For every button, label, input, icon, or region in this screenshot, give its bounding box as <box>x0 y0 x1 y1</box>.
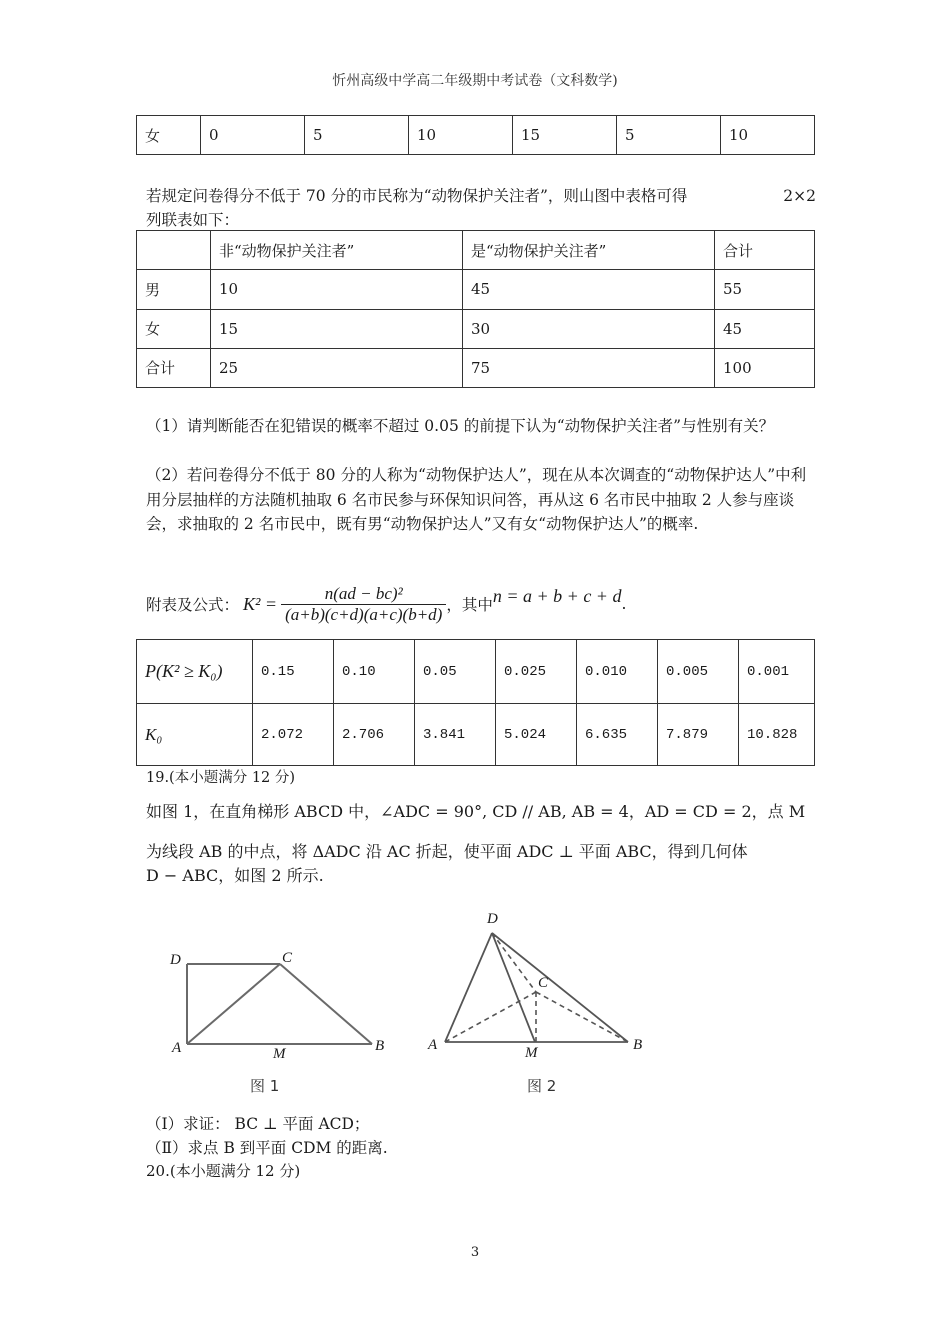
fig1-label-a: A <box>172 1040 182 1056</box>
table-cell: 15 <box>211 309 463 348</box>
problem-19-line3: D − ABC，如图 2 所示. <box>146 866 324 885</box>
table-cell: 男 <box>137 270 211 309</box>
fig1-label-c: C <box>282 950 293 966</box>
fig2-label-a: A <box>428 1037 438 1053</box>
intro-line2: 列联表如下： <box>146 211 240 229</box>
fig2-label-d: D <box>487 911 498 927</box>
page-header: 忻州高级中学高二年级期中考试卷（文科数学) <box>332 73 618 89</box>
table-header-cell: 非“动物保护关注者” <box>211 231 463 270</box>
table-cell: 女 <box>137 309 211 348</box>
fig2-caption: 图 2 <box>527 1077 557 1095</box>
table-cell: 0.15 <box>253 640 334 704</box>
fig1-label-m: M <box>273 1046 286 1062</box>
critical-value-table <box>136 639 815 766</box>
table-cell: 10 <box>721 116 815 155</box>
fig1-label-b: B <box>375 1038 385 1054</box>
table-cell: 0 <box>201 116 305 155</box>
table-cell: 5 <box>617 116 721 155</box>
formula-end: . <box>621 595 627 613</box>
figure-1 <box>150 940 410 1100</box>
table-row-label <box>137 704 253 766</box>
table-cell: 女 <box>137 116 201 155</box>
table-cell: 10.828 <box>739 704 815 766</box>
table-cell: 0.10 <box>334 640 415 704</box>
problem-20-title: 20.(本小题满分 12 分) <box>146 1162 301 1180</box>
table-cell: 3.841 <box>415 704 496 766</box>
table-row <box>137 309 815 348</box>
probability-label: P(K² ≥ K₀) <box>145 661 223 682</box>
formula-denominator: (a+b)(c+d)(a+c)(b+d) <box>285 604 443 624</box>
k0-label: K₀ <box>145 724 163 744</box>
problem-19-title: 19.(本小题满分 12 分) <box>146 770 296 786</box>
table-row <box>137 348 815 387</box>
table-row-label <box>137 640 253 704</box>
table-cell: 0.001 <box>739 640 815 704</box>
table-row <box>137 704 815 766</box>
table-cell: 5 <box>305 116 409 155</box>
fig1-caption: 图 1 <box>250 1077 280 1095</box>
table-cell: 30 <box>463 309 715 348</box>
table-cell: 0.005 <box>658 640 739 704</box>
table-row <box>137 270 815 309</box>
question-1: （1）请判断能否在犯错误的概率不超过 0.05 的前提下认为“动物保护关注者”与性别有关？ <box>146 417 775 435</box>
formula-line <box>146 576 826 632</box>
table-cell: 0.05 <box>415 640 496 704</box>
table-header-row <box>137 231 815 270</box>
question-2: （2）若问卷得分不低于 80 分的人称为“动物保护达人”，现在从本次调查的“动物保护达人”中利用分层抽样的方法随机抽取 6 名市民参与环保知识问答，再从这 6 名市民中抽取 2 人参与座谈会，求抽取的 2 名市民中，既有男“动物保护达人”又有女“动物保护达人”的概率. <box>146 466 807 533</box>
table-header-cell: 是“动物保护关注者” <box>463 231 715 270</box>
table-cell: 5.024 <box>496 704 577 766</box>
page-number: 3 <box>470 1245 480 1260</box>
formula-fraction <box>281 584 446 625</box>
table-header-cell: 合计 <box>715 231 815 270</box>
table-cell: 6.635 <box>577 704 658 766</box>
table-row <box>137 116 815 155</box>
table-cell: 75 <box>463 348 715 387</box>
figure-2 <box>420 905 670 1100</box>
table-cell: 25 <box>211 348 463 387</box>
table-cell: 55 <box>715 270 815 309</box>
problem-19-line1: 如图 1，在直角梯形 ABCD 中，∠ADC = 90°, CD // AB, AB = 4，AD = CD = 2，点 M <box>146 802 806 821</box>
table-cell: 10 <box>211 270 463 309</box>
fig2-label-m: M <box>525 1045 538 1061</box>
intro-paragraph <box>146 184 816 232</box>
formula-numerator: n(ad − bc)² <box>281 584 446 605</box>
fig2-label-c: C <box>538 975 549 991</box>
table-header-cell <box>137 231 211 270</box>
table-row <box>137 640 815 704</box>
fig1-label-d: D <box>170 952 181 968</box>
table-cell: 10 <box>409 116 513 155</box>
formula-middle: ，其中 <box>446 596 493 614</box>
table-cell: 2.706 <box>334 704 415 766</box>
intro-text: 若规定问卷得分不低于 70 分的市民称为“动物保护关注者”，则山图中表格可得 <box>146 187 688 205</box>
table-cell: 2.072 <box>253 704 334 766</box>
problem-19-part1: （Ⅰ）求证： BC ⊥ 平面 ACD； <box>146 1115 370 1133</box>
table-cell: 45 <box>715 309 815 348</box>
table-cell: 7.879 <box>658 704 739 766</box>
fig2-label-b: B <box>633 1037 643 1053</box>
table-cell: 0.010 <box>577 640 658 704</box>
intro-suffix: 2×2 <box>783 187 816 205</box>
table-cell: 合计 <box>137 348 211 387</box>
tetrahedron-diagram <box>420 905 670 1100</box>
problem-19-part2: （Ⅱ）求点 B 到平面 CDM 的距离. <box>146 1139 388 1157</box>
formula-lhs: K² = <box>243 593 278 614</box>
trapezoid-diagram <box>150 940 410 1100</box>
table-cell: 0.025 <box>496 640 577 704</box>
contingency-table <box>136 230 815 388</box>
table-cell: 45 <box>463 270 715 309</box>
table-cell: 15 <box>513 116 617 155</box>
formula-prefix: 附表及公式： <box>146 596 240 614</box>
formula-where: n = a + b + c + d <box>492 585 622 606</box>
score-distribution-table-row <box>136 115 815 155</box>
table-cell: 100 <box>715 348 815 387</box>
problem-19-line2: 为线段 AB 的中点，将 ΔADC 沿 AC 折起，使平面 ADC ⊥ 平面 ABC，得到几何体 <box>146 842 748 861</box>
